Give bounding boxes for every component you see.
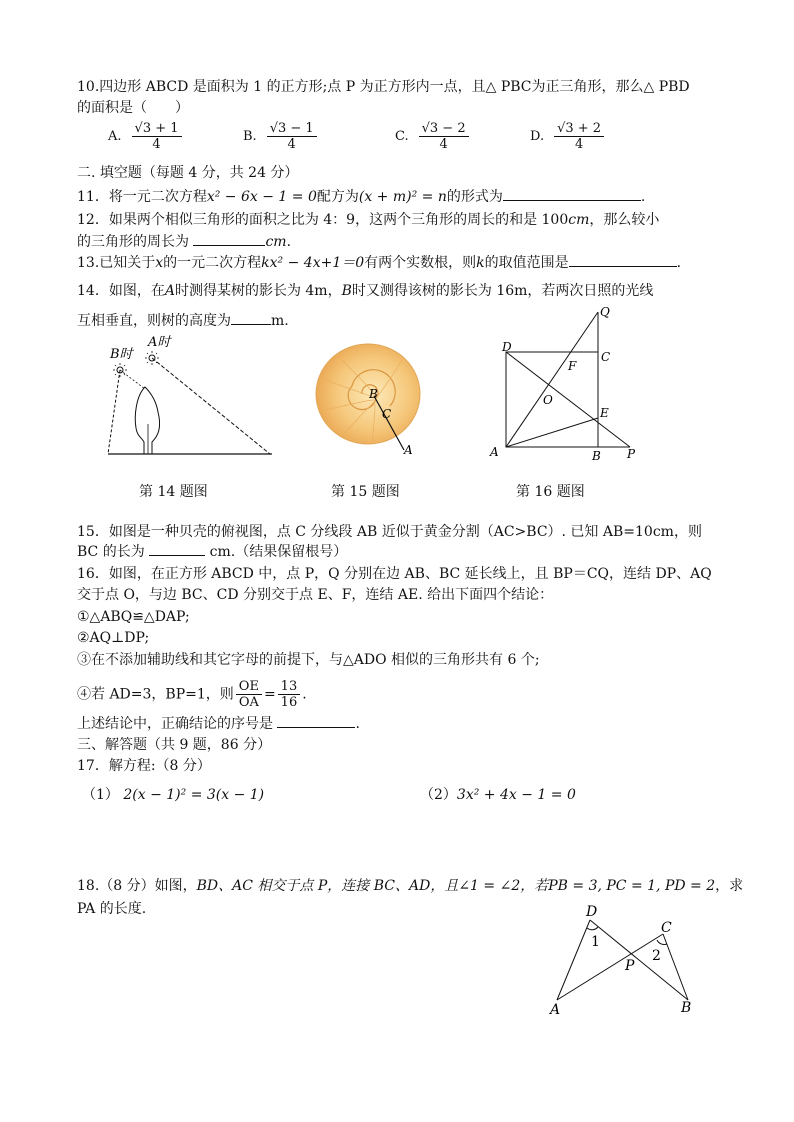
fig16-label-f: F [568, 359, 577, 373]
q16-ask: 上述结论中，正确结论的序号是 . [77, 716, 360, 732]
q14-line2: 互相垂直，则树的高度为 m. [77, 313, 289, 329]
section3-heading: 三、解答题（共 9 题，86 分） [77, 737, 272, 753]
q12-line1: 12．如果两个相似三角形的面积之比为 4：9，这两个三角形的周长的和是 100cm，那么较小 [77, 212, 660, 228]
q13: 13.已知关于x的一元二次方程kx² − 4x+1＝0有两个实数根，则k的取值范围是 . [77, 255, 682, 271]
q10-option-c: C. $\frac{√3 - 2}{4}$ [395, 121, 471, 152]
fig16-label-q: Q [600, 305, 610, 319]
section2-heading: 二. 填空题（每题 4 分，共 24 分） [77, 165, 299, 181]
fig14-label-a: A时 [148, 335, 171, 350]
fig18-label-d: D [586, 904, 598, 920]
fig16-label-e: E [600, 406, 609, 420]
q10-line2: 的面积是（ ） [77, 100, 189, 116]
fig16-label-d: D [502, 340, 512, 354]
q11-answer-blank[interactable] [503, 200, 641, 201]
fig18-label-angle1: 1 [591, 934, 600, 950]
fig16-label-o: O [543, 393, 553, 407]
q16-conclusion-2: ②AQ⊥DP; [77, 630, 150, 646]
q14-line1: 14．如图，在A时测得某树的影长为 4m，B时又测得该树的影长为 16m，若两次日照的光线 [77, 283, 654, 299]
q16-conclusion-4: ④若 AD=3，BP=1，则 $\frac{OE}{OA}$ = $\frac{13}{16}$ . [77, 679, 307, 710]
q17-part2: （2）3x² + 4x − 1 = 0 [420, 787, 576, 803]
fig15-caption: 第 15 题图 [331, 484, 400, 500]
q16-conclusion-1: ①△ABQ≌△DAP; [77, 609, 190, 625]
q16-line1: 16．如图，在正方形 ABCD 中，点 P，Q 分别在边 AB、BC 延长线上，且 BP＝CQ，连结 DP、AQ [77, 566, 712, 582]
q16-answer-blank[interactable] [277, 727, 355, 728]
fig16-label-a: A [490, 445, 499, 459]
q15-line1: 15．如图是一种贝壳的俯视图，点 C 分线段 AB 近似于黄金分割（AC>BC）. 已知 AB=10cm，则 [77, 524, 702, 540]
fig14-label-b: B时 [110, 347, 133, 362]
q16-conclusion-3: ③在不添加辅助线和其它字母的前提下，与△ADO 相似的三角形共有 6 个; [77, 652, 540, 668]
q12-line2: 的三角形的周长为 cm. [77, 234, 292, 250]
q18-line2: PA 的长度. [77, 901, 147, 917]
fig14-caption: 第 14 题图 [139, 484, 208, 500]
q14-answer-blank[interactable] [231, 324, 271, 325]
fig18-label-b: B [681, 1000, 692, 1016]
q13-answer-blank[interactable] [569, 266, 677, 267]
figure-16-square [484, 304, 644, 466]
fig18-label-a: A [550, 1002, 561, 1018]
fig16-label-c: C [601, 350, 611, 364]
fig18-label-p: P [625, 958, 635, 974]
q18-line1: 18.（8 分）如图，BD、AC 相交于点 P，连接 BC、AD，且∠1 = ∠2，若PB = 3, PC = 1, PD = 2，求 [77, 878, 744, 894]
q10-option-a: A. $\frac{√3 + 1}{4}$ [108, 121, 184, 152]
q12-answer-blank[interactable] [193, 245, 265, 246]
q17-part1: （1） 2(x − 1)² = 3(x − 1) [82, 787, 265, 803]
figure-18-triangles [545, 900, 705, 1020]
q10-line1: 10.四边形 ABCD 是面积为 1 的正方形;点 P 为正方形内一点，且△ PBC为正三角形，那么△ PBD [77, 79, 690, 95]
fig15-label-c: C [382, 407, 392, 421]
fig18-label-angle2: 2 [652, 948, 661, 964]
figure-14-tree-shadow [100, 332, 280, 464]
q15-answer-blank[interactable] [149, 555, 205, 556]
fig15-label-b: B [369, 387, 378, 401]
q16-line2: 交于点 O，与边 BC、CD 分别交于点 E、F，连结 AE. 给出下面四个结论： [77, 587, 554, 603]
q17-title: 17．解方程:（8 分） [77, 758, 211, 774]
q10-option-b: B. $\frac{√3 - 1}{4}$ [243, 121, 319, 152]
fig18-label-c: C [661, 920, 672, 936]
q15-line2: BC 的长为 cm.（结果保留根号） [77, 544, 348, 560]
fig16-label-b: B [592, 449, 601, 463]
q10-option-d: D. $\frac{√3 + 2}{4}$ [530, 121, 606, 152]
fig16-label-p: P [627, 447, 636, 461]
fig16-caption: 第 16 题图 [516, 484, 585, 500]
fig15-label-a: A [404, 443, 413, 457]
q11: 11．将一元二次方程x² − 6x − 1 = 0配方为(x + m)² = n的形式为 . [77, 189, 646, 205]
figure-15-shell [312, 340, 432, 458]
